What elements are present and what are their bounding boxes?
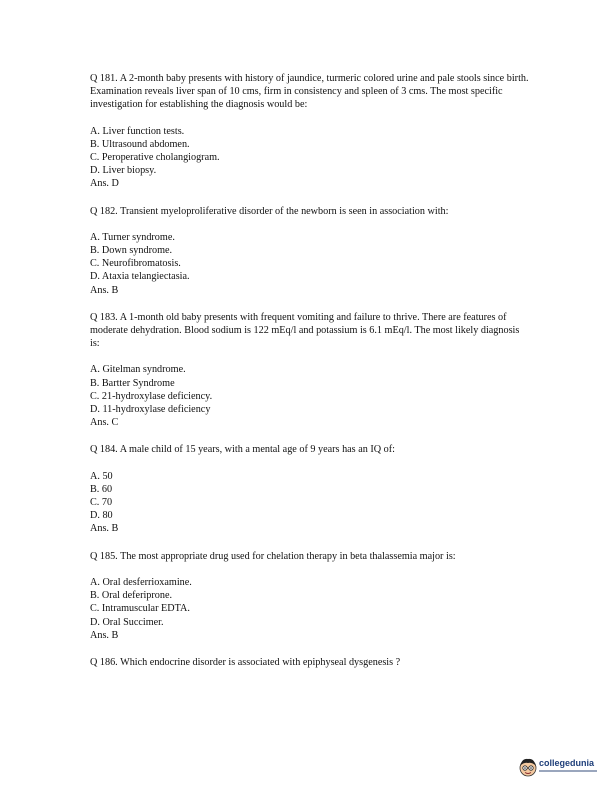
question-186: [90, 656, 530, 669]
logo-tagline-bar: [539, 770, 597, 772]
question-183: [90, 311, 530, 430]
option-a: A. Liver function tests.: [90, 125, 185, 137]
question-text: Q 181. A 2-month baby presents with history of jaundice, turmeric colored urine and pale stools since birth. Examination reveals liver span of 10 cms, firm in consistency and spleen of 3 cms. The most specific investigation for establishing the diagnosis would be:: [90, 73, 529, 111]
answer: Ans. B: [90, 523, 119, 535]
option-d: D. 80: [90, 510, 113, 522]
option-c: C. Neurofibromatosis.: [90, 258, 181, 270]
option-b: B. Ultrasound abdomen.: [90, 138, 190, 150]
option-a: A. 50: [90, 470, 113, 482]
mascot-icon: [518, 756, 538, 778]
option-d: D. Ataxia telangiectasia.: [90, 271, 190, 283]
collegedunia-logo: [518, 752, 604, 782]
document-page: [90, 72, 530, 683]
answer: Ans. D: [90, 178, 119, 190]
option-d: D. Liver biopsy.: [90, 165, 157, 177]
option-b: B. Oral deferiprone.: [90, 590, 173, 602]
question-text: Q 185. The most appropriate drug used for chelation therapy in beta thalassemia major is:: [90, 550, 456, 562]
option-d: D. Oral Succimer.: [90, 616, 164, 628]
answer: Ans. B: [90, 284, 119, 296]
question-text: Q 182. Transient myeloproliferative disorder of the newborn is seen in association with:: [90, 205, 449, 217]
question-184: [90, 443, 530, 535]
question-182: [90, 205, 530, 297]
question-text: Q 184. A male child of 15 years, with a mental age of 9 years has an IQ of:: [90, 444, 395, 456]
option-a: A. Gitelman syndrome.: [90, 364, 186, 376]
option-b: B. 60: [90, 483, 113, 495]
answer: Ans. B: [90, 629, 119, 641]
option-c: C. Peroperative cholangiogram.: [90, 152, 220, 164]
logo-brand-text: collegedunia: [539, 758, 595, 768]
option-a: A. Oral desferrioxamine.: [90, 576, 192, 588]
question-181: [90, 72, 530, 191]
option-b: B. Down syndrome.: [90, 245, 173, 257]
question-185: [90, 550, 530, 642]
question-text: Q 183. A 1-month old baby presents with frequent vomiting and failure to thrive. There are features of moderate dehydration. Blood sodium is 122 mEq/l and potassium is 6.1 mEq/l. The most likely diagnosis is:: [90, 311, 520, 350]
option-b: B. Bartter Syndrome: [90, 377, 175, 389]
option-c: C. 70: [90, 497, 113, 509]
option-a: A. Turner syndrome.: [90, 231, 175, 243]
option-c: C. Intramuscular EDTA.: [90, 603, 190, 615]
option-c: C. 21-hydroxylase deficiency.: [90, 390, 213, 402]
answer: Ans. C: [90, 417, 119, 429]
option-d: D. 11-hydroxylase deficiency: [90, 404, 211, 416]
question-text: Q 186. Which endocrine disorder is associated with epiphyseal dysgenesis ?: [90, 656, 401, 668]
